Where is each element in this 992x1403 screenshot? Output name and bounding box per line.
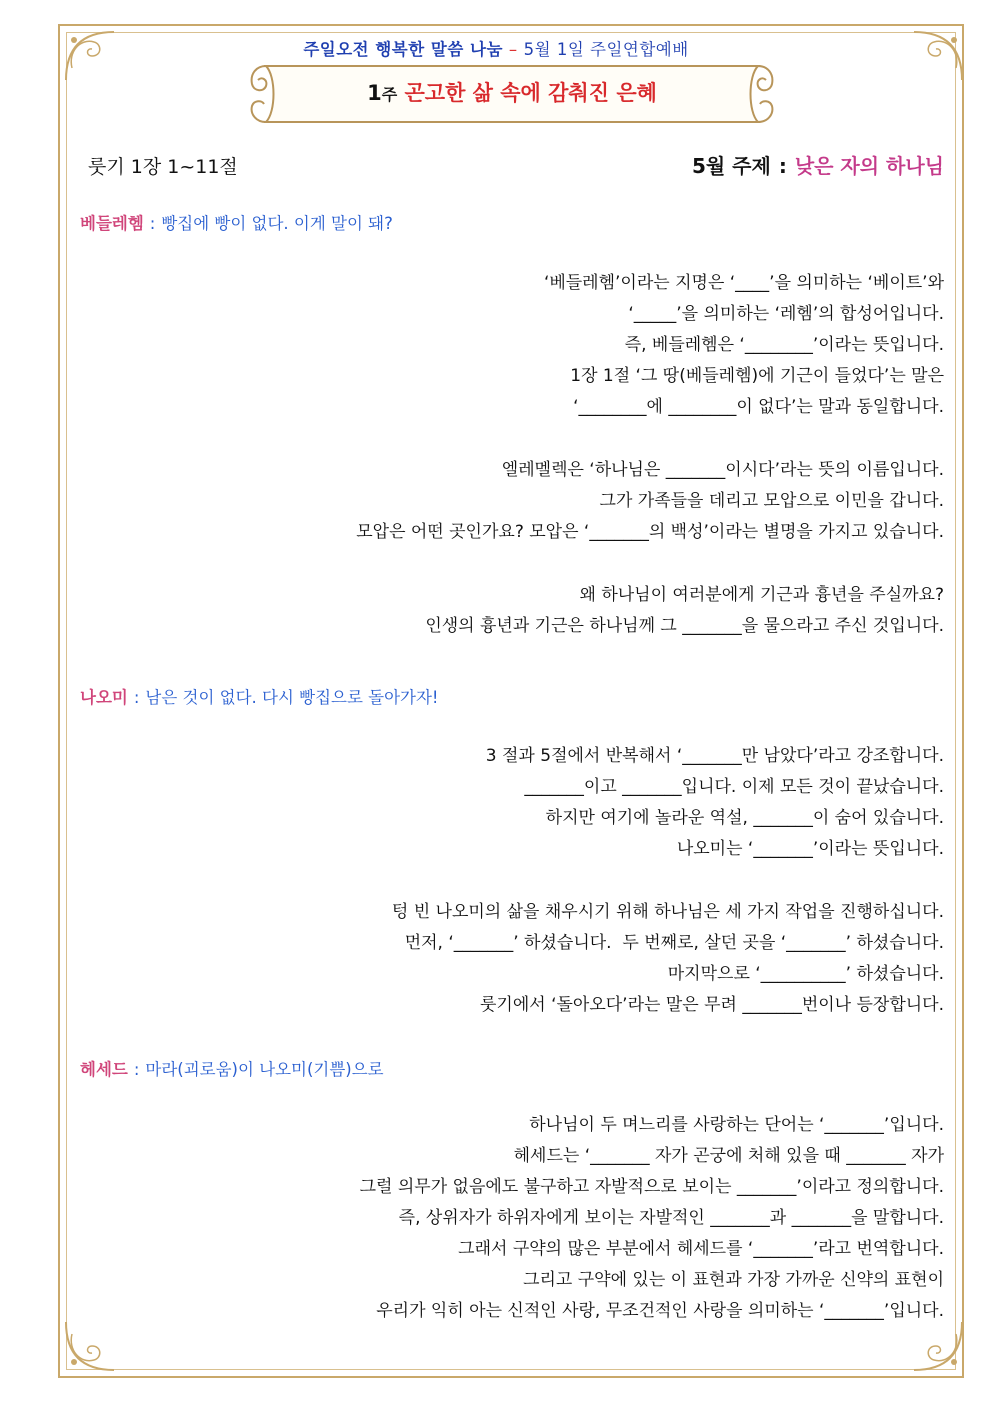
paragraph <box>184 580 944 642</box>
theme-label: 5월 주제 <box>691 154 771 178</box>
service-header <box>0 36 992 60</box>
section-colon: : <box>149 214 156 233</box>
corner-ornament-icon <box>62 1318 118 1374</box>
text-line: 즉, 상위자가 하위자에게 보이는 자발적인 _______과 _______을 말합니다. <box>398 1208 944 1228</box>
text-line: 나오미는 ‘_______’이라는 뜻입니다. <box>676 839 944 859</box>
section-colon: : <box>133 688 140 707</box>
text-line: 그리고 구약에 있는 이 표현과 가장 가까운 신약의 표현이 <box>523 1270 944 1290</box>
text-line: 그럴 의무가 없음에도 불구하고 자발적으로 보이는 _______’이라고 정의합니다. <box>359 1177 944 1197</box>
text-line: 그가 가족들을 데리고 모압으로 이민을 갑니다. <box>599 491 944 511</box>
title-banner <box>248 62 776 128</box>
section-heading-hesed <box>80 1056 384 1080</box>
text-line: 먼저, ‘_______’ 하셨습니다. 두 번째로, 살던 곳을 ‘_______’ 하셨습니다. <box>404 933 944 953</box>
sermon-title <box>248 62 776 124</box>
header-dash: – <box>508 40 518 59</box>
text-line: 우리가 익히 아는 신적인 사랑, 무조건적인 사랑을 의미하는 ‘_______’입니다. <box>376 1301 944 1321</box>
text-line: ‘베들레헴’이라는 지명은 ‘____’을 의미하는 ‘베이트’와 <box>543 273 944 293</box>
paragraph <box>184 455 944 548</box>
monthly-theme <box>692 150 944 179</box>
section-name: 헤세드 <box>80 1060 128 1079</box>
paragraph <box>184 1110 944 1327</box>
text-line: 하나님이 두 며느리를 사랑하는 단어는 ‘_______’입니다. <box>529 1115 944 1135</box>
scripture-reference: 룻기 1장 1~11절 <box>88 156 238 178</box>
week-unit: 주 <box>381 85 398 104</box>
text-line: ‘_____’을 의미하는 ‘레헴’의 합성어입니다. <box>628 304 944 324</box>
sermon-title-text: 곤고한 삶 속에 감춰진 은혜 <box>404 81 657 105</box>
text-line: _______이고 _______입니다. 이제 모든 것이 끝났습니다. <box>524 777 944 797</box>
text-line: ‘________에 ________이 없다’는 말과 동일합니다. <box>573 397 944 417</box>
section-name: 베들레헴 <box>80 214 144 233</box>
text-line: 인생의 흉년과 기근은 하나님께 그 _______을 물으라고 주신 것입니다. <box>425 616 944 636</box>
paragraph <box>184 741 944 865</box>
text-line: 그래서 구약의 많은 부분에서 헤세드를 ‘_______’라고 번역합니다. <box>458 1239 944 1259</box>
text-line: 헤세드는 ‘_______ 자가 곤궁에 처해 있을 때 _______ 자가 <box>513 1146 944 1166</box>
text-line: 왜 하나님이 여러분에게 기근과 흉년을 주실까요? <box>579 585 944 605</box>
text-line: 하지만 여기에 놀라운 역설, _______이 숨어 있습니다. <box>545 808 944 828</box>
section-heading-naomi <box>80 684 439 708</box>
text-line: 룻기에서 ‘돌아오다’라는 말은 무려 _______번이나 등장합니다. <box>479 995 944 1015</box>
text-line: 텅 빈 나오미의 삶을 채우시기 위해 하나님은 세 가지 작업을 진행하십니다. <box>391 902 944 922</box>
section-desc: 남은 것이 없다. 다시 빵집으로 돌아가자! <box>145 688 439 707</box>
paragraph <box>184 897 944 1021</box>
paragraph <box>184 268 944 423</box>
section-desc: 빵집에 빵이 없다. 이게 말이 돼? <box>161 214 393 233</box>
section-desc: 마라(괴로움)이 나오미(기쁨)으로 <box>145 1060 384 1079</box>
section-name: 나오미 <box>80 688 128 707</box>
header-main: 주일오전 행복한 말씀 나눔 <box>303 40 503 59</box>
text-line: 3 절과 5절에서 반복해서 ‘_______만 남았다’라고 강조합니다. <box>485 746 944 766</box>
theme-colon: : <box>778 154 787 178</box>
text-line: 모압은 어떤 곳인가요? 모압은 ‘_______의 백성’이라는 별명을 가지고 있습니다. <box>356 522 944 542</box>
text-line: 1장 1절 ‘그 땅(베들레헴)에 기근이 들었다’는 말은 <box>570 366 944 386</box>
section-colon: : <box>133 1060 140 1079</box>
header-sub: 5월 1일 주일연합예배 <box>523 40 689 59</box>
text-line: 즉, 베들레헴은 ‘________’이라는 뜻입니다. <box>624 335 944 355</box>
text-line: 엘레멜렉은 ‘하나님은 _______이시다’라는 뜻의 이름입니다. <box>501 460 944 480</box>
week-number: 1 <box>367 81 382 105</box>
text-line: 마지막으로 ‘__________’ 하셨습니다. <box>667 964 944 984</box>
theme-value: 낮은 자의 하나님 <box>794 154 944 178</box>
section-heading-bethlehem <box>80 210 393 234</box>
